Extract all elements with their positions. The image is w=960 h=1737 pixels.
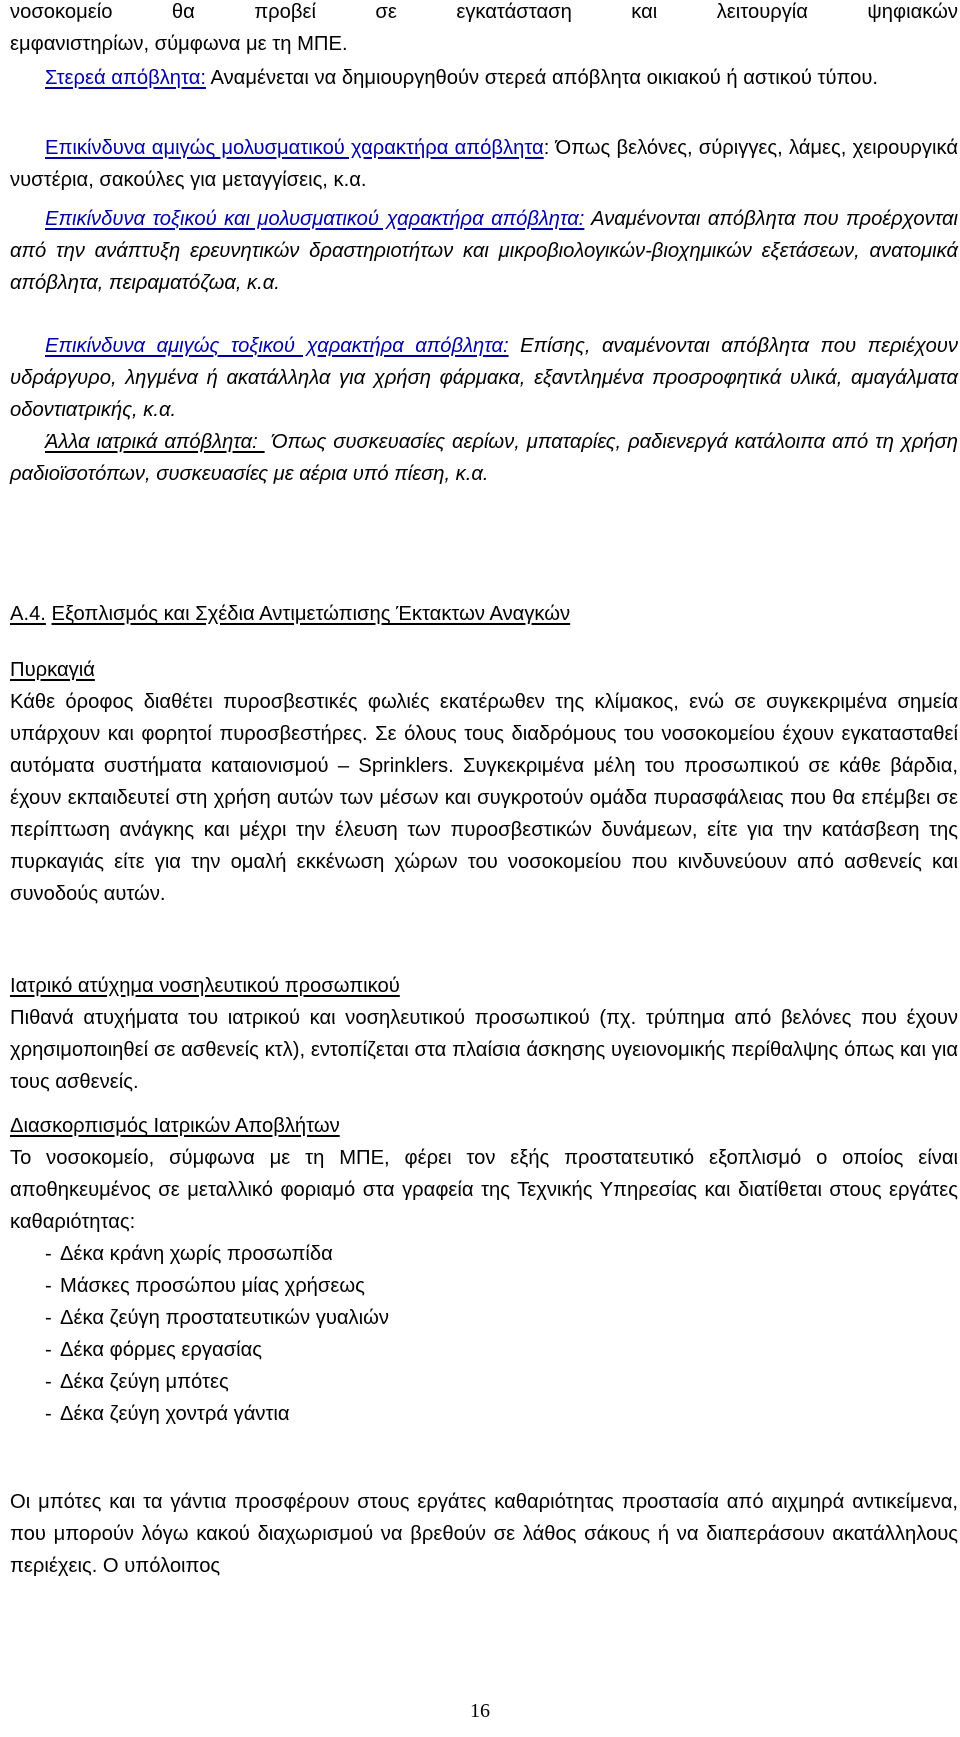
toxic-waste-label: Επικίνδυνα αμιγώς τοξικού χαρακτήρα απόβλητα: [45,335,509,357]
infectious-waste-colon: : [543,137,550,159]
dispersion-closing-paragraph: Οι μπότες και τα γάντια προσφέρουν στους εργάτες καθαριότητας προστασία από αιχμηρά αντικείμενα, που μπορούν λόγω κακού διαχωρισμού να βρεθούν σε λάθος σάκους ή να διαπεράσουν ακατάλληλους περιέχεις. Ο υπόλοιπος [10,1491,958,1577]
dispersion-heading: Διασκορπισμός Ιατρικών Αποβλήτων [10,1115,340,1137]
infectious-waste-label: Επικίνδυνα αμιγώς μολυσματικού χαρακτήρα απόβλητα [45,137,544,159]
accidents-heading: Ιατρικό ατύχημα νοσηλευτικού προσωπικού [10,975,400,997]
top-paragraph [10,0,958,60]
toxic-infectious-waste-label: Επικίνδυνα τοξικού και μολυσματικού χαρακτήρα απόβλητα: [45,208,585,230]
list-item-text: Δέκα κράνη χωρίς προσωπίδα [60,1243,333,1265]
other-waste-text: Όπως συσκευασίες αερίων, μπαταρίες, ραδιενεργά κατάλοιπα από τη χρήση ραδιοϊσοτόπων, συσκευασίες με αέρια υπό πίεση, κ.α. [10,431,958,485]
list-item: - Δέκα ζεύγη μπότες [45,1371,229,1393]
list-item-text: Δέκα ζεύγη προστατευτικών γυαλιών [60,1307,389,1329]
page-number: 16 [470,1700,490,1722]
infectious-waste-paragraph [10,132,958,196]
toxic-infectious-waste-paragraph [10,203,958,299]
fire-heading: Πυρκαγιά [10,659,95,681]
list-item-text: Δέκα φόρμες εργασίας [60,1339,262,1361]
accidents-paragraph: Πιθανά ατυχήματα του ιατρικού και νοσηλευτικού προσωπικού (πχ. τρύπημα από βελόνες που έχουν χρησιμοποιηθεί σε ασθενείς κτλ), εντοπίζεται στα πλαίσια άσκησης υγειονομικής περίθαλψης όπως και για τους ασθενείς. [10,1007,958,1093]
list-item: - Δέκα κράνη χωρίς προσωπίδα [45,1243,333,1265]
toxic-waste-text: Επίσης, αναμένονται απόβλητα που περιέχουν υδράργυρο, ληγμένα ή ακατάλληλα για χρήση φάρμακα, εξαντλημένα προσροφητικά υλικά, αμαγάλματα οδοντιατρικής, κ.α. [10,335,959,421]
equipment-list [10,1238,389,1430]
fire-paragraph: Κάθε όροφος διαθέτει πυροσβεστικές φωλιές εκατέρωθεν της κλίμακος, ενώ σε συγκεκριμένα σημεία υπάρχουν και φορητοί πυροσβεστήρες. Σε όλους τους διαδρόμους του νοσοκομείου έχουν εγκατασταθεί αυτόματα συστήματα καταιονισμού – Sprinklers. Συγκεκριμένα μέλη του προσωπικού σε κάθε βάρδια, έχουν εκπαιδευτεί στη χρήση αυτών των μέσων και συγκροτούν ομάδα πυρασφάλειας που θα επέμβει σε περίπτωση ανάγκης και μέχρι την έλευση των πυροσβεστικών δυνάμεων, είτε για την κατάσβεση της πυρκαγιάς είτε για την ομαλή εκκένωση χώρων του νοσοκομείου που κινδυνεύουν από ασθενείς και συνοδούς αυτών. [10,691,958,905]
section-number: Α.4. [10,603,46,625]
section-heading [10,598,570,630]
list-item: - Δέκα φόρμες εργασίας [45,1339,262,1361]
section-title: Εξοπλισμός και Σχέδια Αντιμετώπισης Έκτακτων Αναγκών [51,603,571,625]
toxic-waste-paragraph [10,330,958,426]
list-item-text: Δέκα ζεύγη χοντρά γάντια [60,1403,290,1425]
list-item-text: Δέκα ζεύγη μπότες [60,1371,229,1393]
list-item-text: Μάσκες προσώπου μίας χρήσεως [60,1275,365,1297]
dispersion-paragraph: Το νοσοκομείο, σύμφωνα με τη ΜΠΕ, φέρει τον εξής προστατευτικό εξοπλισμό ο οποίος είναι αποθηκευμένος σε μεταλλικό φοριαμό στα γραφεία της Τεχνικής Υπηρεσίας και διατίθεται στους εργάτες καθαριότητας: [10,1147,958,1233]
list-item: - Δέκα ζεύγη χοντρά γάντια [45,1403,290,1425]
toxic-infectious-waste-text: Αναμένονται απόβλητα που προέρχονται από την ανάπτυξη ερευνητικών δραστηριοτήτων και μικροβιολογικών-βιοχημικών εξετάσεων, ανατομικά απόβλητα, πειραματόζωα, κ.α. [10,208,958,294]
solid-waste-label: Στερεά απόβλητα: [45,67,206,89]
other-waste-paragraph [10,426,958,490]
other-waste-label: Άλλα ιατρικά απόβλητα: [45,431,265,453]
solid-waste-paragraph [10,62,958,94]
top-paragraph-line-1: νοσοκομείο θα προβεί σε εγκατάσταση και λειτουργία ψηφιακών [10,1,958,23]
list-item: - Μάσκες προσώπου μίας χρήσεως [45,1275,365,1297]
list-item: - Δέκα ζεύγη προστατευτικών γυαλιών [45,1307,389,1329]
solid-waste-text: Αναμένεται να δημιουργηθούν στερεά απόβλητα οικιακού ή αστικού τύπου. [205,67,879,89]
top-paragraph-line-2: εμφανιστηρίων, σύμφωνα με τη ΜΠΕ. [10,33,348,55]
infectious-waste-text: Όπως βελόνες, σύριγγες, λάμες, χειρουργικά νυστέρια, σακούλες για μεταγγίσεις, κ.α. [10,137,958,191]
